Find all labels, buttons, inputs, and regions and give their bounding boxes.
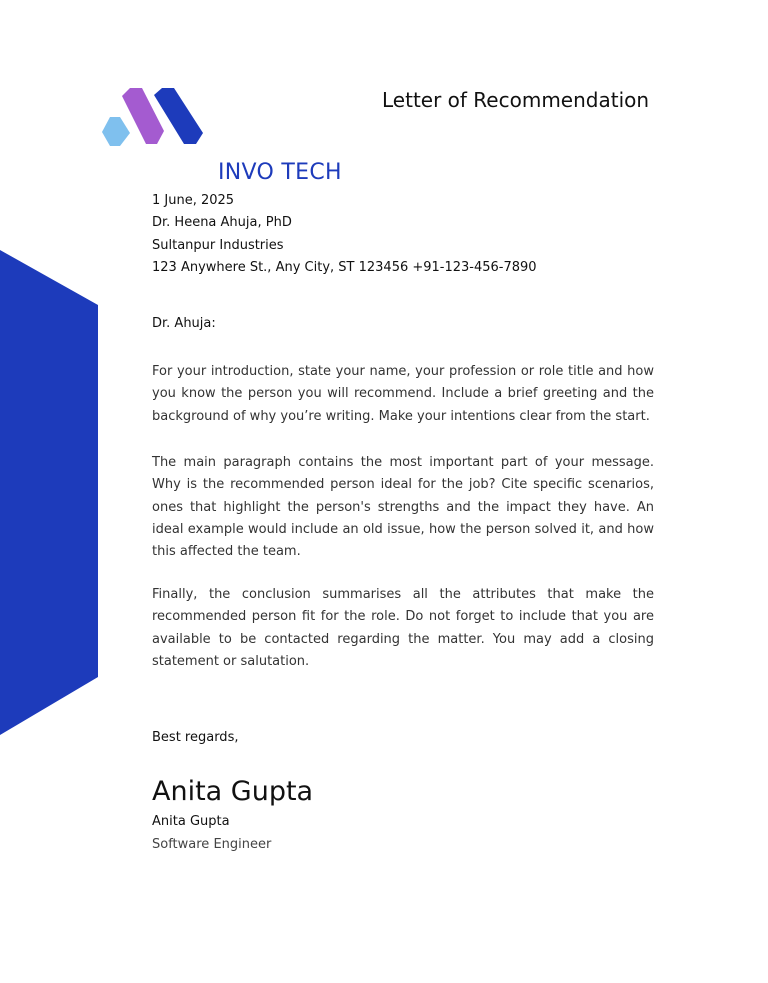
letter-date: 1 June, 2025 bbox=[152, 193, 235, 208]
sender-block bbox=[152, 190, 537, 279]
signature: Anita Gupta bbox=[152, 776, 314, 807]
intro-paragraph: For your introduction, state your name, your profession or role title and how you know the person you will recommend. Include a brief greeting and the background of why you’re writing. Make your intentions clear from the start. bbox=[152, 364, 654, 424]
signer-name: Anita Gupta bbox=[152, 814, 230, 829]
decorative-side-shape bbox=[0, 0, 110, 983]
conclusion-paragraph: Finally, the conclusion summarises all the attributes that make the recommended person fit for the role. Do not forget to include that you are available to be contacted regarding the matter. You may add a closing statement or salutation. bbox=[152, 587, 654, 669]
sender-name: Dr. Heena Ahuja, PhD bbox=[152, 215, 292, 231]
sender-address: 123 Anywhere St., Any City, ST 123456 +91-123-456-7890 bbox=[152, 259, 537, 275]
company-logo bbox=[102, 86, 206, 148]
brand-name: INVO TECH bbox=[218, 160, 342, 185]
document-title: Letter of Recommendation bbox=[382, 88, 650, 112]
signer-role: Software Engineer bbox=[152, 837, 272, 852]
side-hexagon-shape bbox=[0, 250, 98, 735]
sender-company: Sultanpur Industries bbox=[152, 237, 284, 253]
salutation: Dr. Ahuja: bbox=[152, 316, 216, 331]
main-paragraph: The main paragraph contains the most important part of your message. Why is the recommended person ideal for the job? Cite specific scenarios, ones that highlight the person's strengths and the impact they have. An ideal example would include an old issue, how the person solved it, and how this affected the team. bbox=[152, 455, 654, 560]
closing-line: Best regards, bbox=[152, 730, 239, 745]
logo-light-blue-hex bbox=[102, 117, 130, 146]
